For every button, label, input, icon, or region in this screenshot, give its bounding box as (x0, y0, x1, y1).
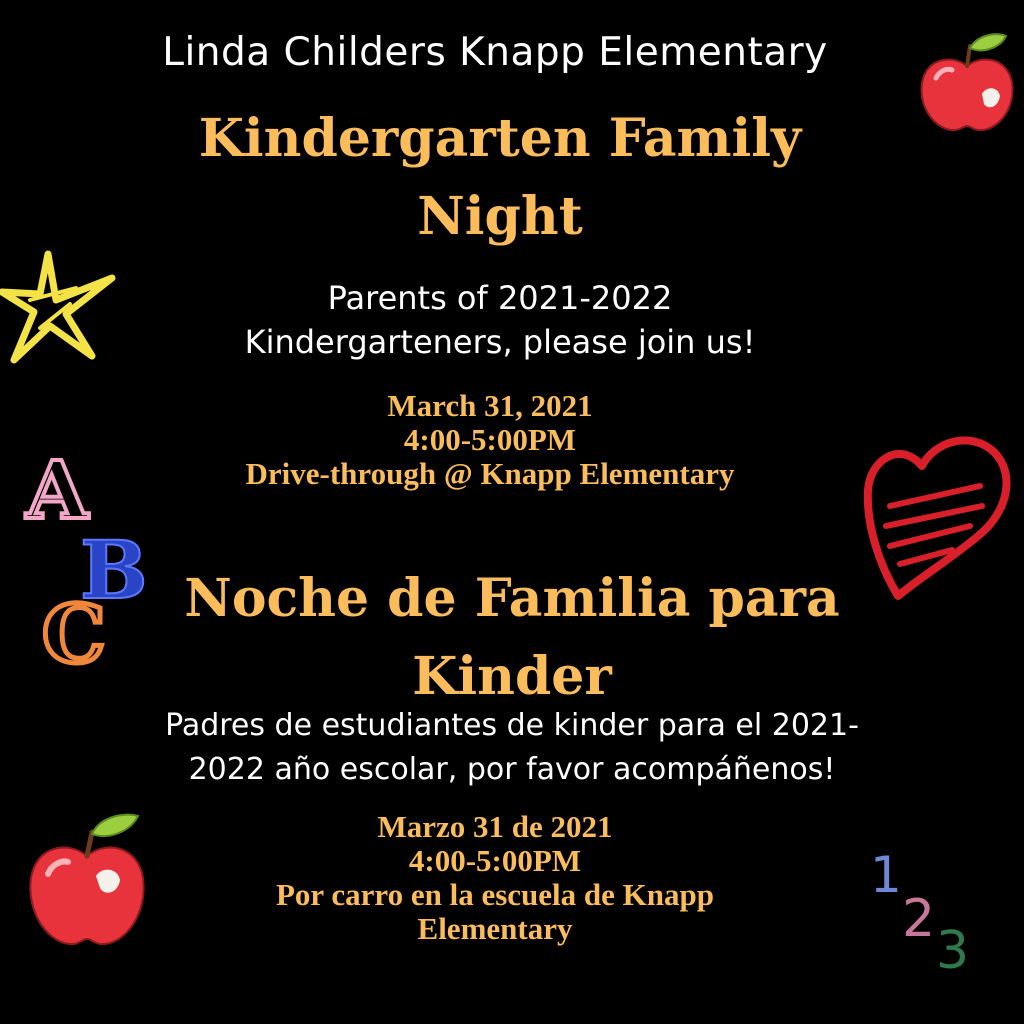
spanish-title-line1: Noche de Familia para (184, 568, 840, 629)
english-subtitle-line2: Kindergarteners, please join us! (244, 323, 756, 361)
english-title (0, 100, 1000, 256)
apple-icon (912, 28, 1022, 138)
letter-b: B (80, 523, 148, 617)
numbers-123-icon (866, 838, 986, 978)
letter-c: C (42, 587, 106, 670)
english-location: Drive-through @ Knapp Elementary (245, 456, 735, 491)
english-subtitle (0, 276, 1000, 364)
number-1: 1 (870, 846, 902, 904)
star-icon (0, 248, 118, 368)
spanish-subtitle-line2: 2022 año escolar, por favor acompáñenos! (188, 752, 836, 787)
spanish-date: Marzo 31 de 2021 (377, 809, 613, 844)
english-subtitle-line1: Parents of 2021-2022 (327, 279, 673, 317)
english-time: 4:00-5:00PM (403, 422, 577, 457)
english-date: March 31, 2021 (387, 388, 593, 423)
spanish-subtitle-line1: Padres de estudiantes de kinder para el 2021- (165, 708, 859, 743)
spanish-time: 4:00-5:00PM (408, 843, 582, 878)
abc-letters-icon (22, 440, 162, 670)
letter-a: A (26, 443, 89, 537)
spanish-title-line2: Kinder (412, 646, 612, 707)
spanish-subtitle (0, 704, 1024, 792)
number-3: 3 (936, 921, 970, 978)
number-2: 2 (902, 889, 936, 949)
spanish-location-line2: Elementary (417, 911, 573, 946)
spanish-location-line1: Por carro en la escuela de Knapp (276, 877, 714, 912)
heart-icon (860, 426, 1020, 606)
english-title-line2: Night (417, 186, 583, 247)
school-name: Linda Childers Knapp Elementary (162, 30, 828, 75)
english-title-line1: Kindergarten Family (198, 108, 802, 169)
apple-icon (22, 806, 152, 956)
